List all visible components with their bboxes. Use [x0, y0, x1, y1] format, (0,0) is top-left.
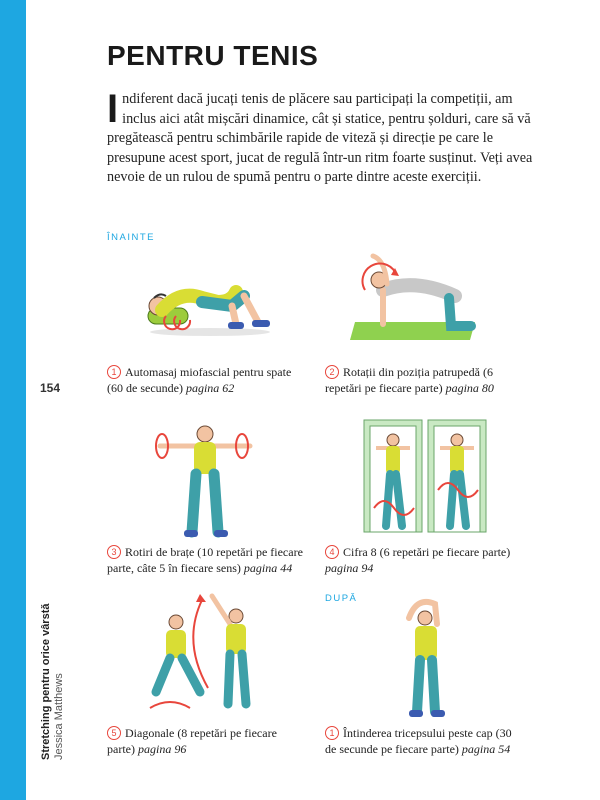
page-title: PENTRU TENIS	[107, 40, 319, 71]
exercise-caption	[107, 725, 297, 757]
exercise-page-ref: pagina 80	[445, 381, 494, 395]
exercise-caption	[107, 364, 303, 396]
exercise-text: Rotiri de brațe (10 repetări pe fiecare parte, câte 5 în fiecare sens)	[107, 545, 303, 575]
exercise-caption	[107, 544, 303, 576]
overhead-triceps-stretch-illustration	[395, 598, 455, 722]
exercise-text: Automasaj miofascial pentru spate (60 de secunde)	[107, 365, 292, 395]
exercise-text: Diagonale (8 repetări pe fiecare parte)	[107, 726, 277, 756]
section-label-after: DUPĂ	[325, 593, 358, 604]
book-author: Jessica Matthews	[53, 673, 65, 760]
exercise-page-ref: pagina 94	[325, 561, 374, 575]
exercise-caption	[325, 364, 525, 396]
exercise-page-ref: pagina 44	[243, 561, 293, 575]
exercise-page-ref: pagina 62	[185, 381, 235, 395]
exercise-caption	[325, 544, 525, 576]
book-title: Stretching pentru orice vârstă	[40, 603, 52, 760]
arm-circles-illustration	[150, 420, 260, 545]
exercise-caption	[325, 725, 525, 757]
exercise-page-ref: pagina 96	[137, 742, 187, 756]
exercise-number-badge: 1	[325, 726, 339, 740]
figure-eight-illustration	[362, 418, 492, 536]
side-color-bar	[0, 0, 26, 800]
exercise-number-badge: 5	[107, 726, 121, 740]
exercise-text: Cifra 8 (6 repetări pe fiecare parte)	[343, 545, 511, 559]
quadruped-rotation-illustration	[345, 250, 485, 345]
foam-roller-back-illustration	[140, 262, 280, 342]
page-number: 154	[40, 381, 61, 395]
exercise-number-badge: 1	[107, 365, 121, 379]
intro-paragraph	[107, 87, 547, 188]
exercise-text: Rotații din poziția patrupedă (6 repetări pe fiecare parte)	[325, 365, 493, 395]
exercise-page-ref: pagina 54	[461, 742, 511, 756]
section-label-before: ÎNAINTE	[107, 232, 155, 243]
diagonals-illustration	[142, 592, 272, 720]
drop-cap: I	[107, 87, 119, 131]
exercise-number-badge: 3	[107, 545, 121, 559]
intro-text: ndiferent dacă jucați tenis de plăcere sau participați la competiții, am inclus aici atât mișcări dinamice, cât și statice, pentru șolduri, care să vă pregătească pentru schimbările rapide de viteză și direcție pe care le presupune acest sport, jucat de regulă într-un ritm foarte susținut. Veți avea nevoie de un rulou de spumă pentru o parte dintre aceste exerciții.	[107, 91, 533, 185]
exercise-number-badge: 2	[325, 365, 339, 379]
exercise-number-badge: 4	[325, 545, 339, 559]
exercise-text: Întinderea tricepsului peste cap (30 de secunde pe fiecare parte)	[325, 726, 512, 756]
spine-text	[40, 560, 66, 760]
